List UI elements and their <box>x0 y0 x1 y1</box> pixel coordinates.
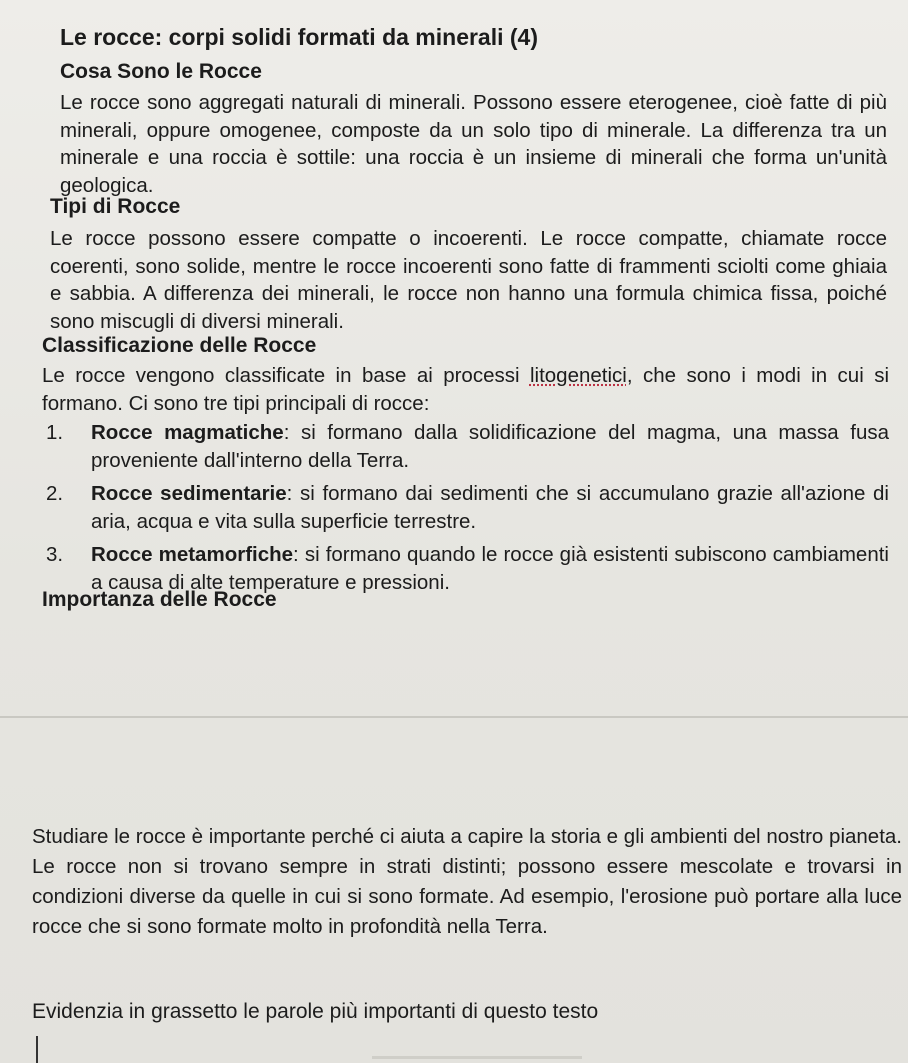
list-item <box>44 419 889 474</box>
section-text-tipi: Le rocce possono essere compatte o incoerenti. Le rocce compatte, chiamate rocce coerenti, sono solide, mentre le rocce incoerenti sono fatte di frammenti sciolti come ghiaia e sabbia. A differenza dei minerali, le rocce non hanno una formula chimica fissa, poiché sono miscugli di diversi minerali. <box>50 227 887 333</box>
classificazione-text-before: Le rocce vengono classificate in base ai processi <box>42 364 530 387</box>
list-item-desc: : si formano quando le rocce già esistenti subiscono cambiamenti a causa di alte temperature e pressioni. <box>91 543 889 594</box>
list-item-number: 1. <box>46 421 64 444</box>
list-item <box>44 480 889 535</box>
list-item-number: 2. <box>46 482 64 505</box>
section-text-importanza: Studiare le rocce è importante perché ci aiuta a capire la storia e gli ambienti del nostro pianeta. Le rocce non si trovano sempre in strati distinti; possono essere mescolate e trovarsi in condizioni diverse da quelle in cui si sono formate. Ad esempio, l'erosione può portare alla luce rocce che si sono formate molto in profondità nella Terra. <box>32 825 902 938</box>
section-heading-tipi: Tipi di Rocce <box>50 195 181 218</box>
section-text-classificazione <box>42 362 889 417</box>
rock-types-list <box>44 419 889 596</box>
section-text-cosa-sono: Le rocce sono aggregati naturali di minerali. Possono essere eterogenee, cioè fatte di più minerali, oppure omogenee, composte da un solo tipo di minerale. La differenza tra un minerale e una roccia è sottile: una roccia è un insieme di minerali che forma un'unità geologica. <box>60 91 887 197</box>
list-item-desc: : si formano dai sedimenti che si accumulano grazie all'azione di aria, acqua e vita sulla superficie terrestre. <box>91 482 889 533</box>
section-heading-cosa-sono: Cosa Sono le Rocce <box>60 60 262 83</box>
list-item-term: Rocce metamorfiche <box>91 543 294 566</box>
list-item-term: Rocce magmatiche <box>91 421 284 444</box>
classificazione-text-after: , che sono i modi in cui si formano. Ci sono tre tipi principali di rocce: <box>42 364 889 415</box>
list-item-desc: : si formano dalla solidificazione del magma, una massa fusa proveniente dall'interno della Terra. <box>91 421 889 472</box>
page-title: Le rocce: corpi solidi formati da minerali (4) <box>60 24 539 50</box>
bottom-edge-line <box>372 1056 582 1059</box>
list-item-term: Rocce sedimentarie <box>91 482 287 505</box>
spellcheck-word: litogenetici <box>529 364 627 387</box>
page-divider <box>0 716 908 718</box>
list-item-number: 3. <box>46 543 64 566</box>
text-cursor[interactable] <box>36 1036 38 1063</box>
section-heading-importanza: Importanza delle Rocce <box>42 588 277 611</box>
section-heading-classificazione: Classificazione delle Rocce <box>42 334 317 357</box>
instruction-text: Evidenzia in grassetto le parole più importanti di questo testo <box>32 1000 599 1023</box>
